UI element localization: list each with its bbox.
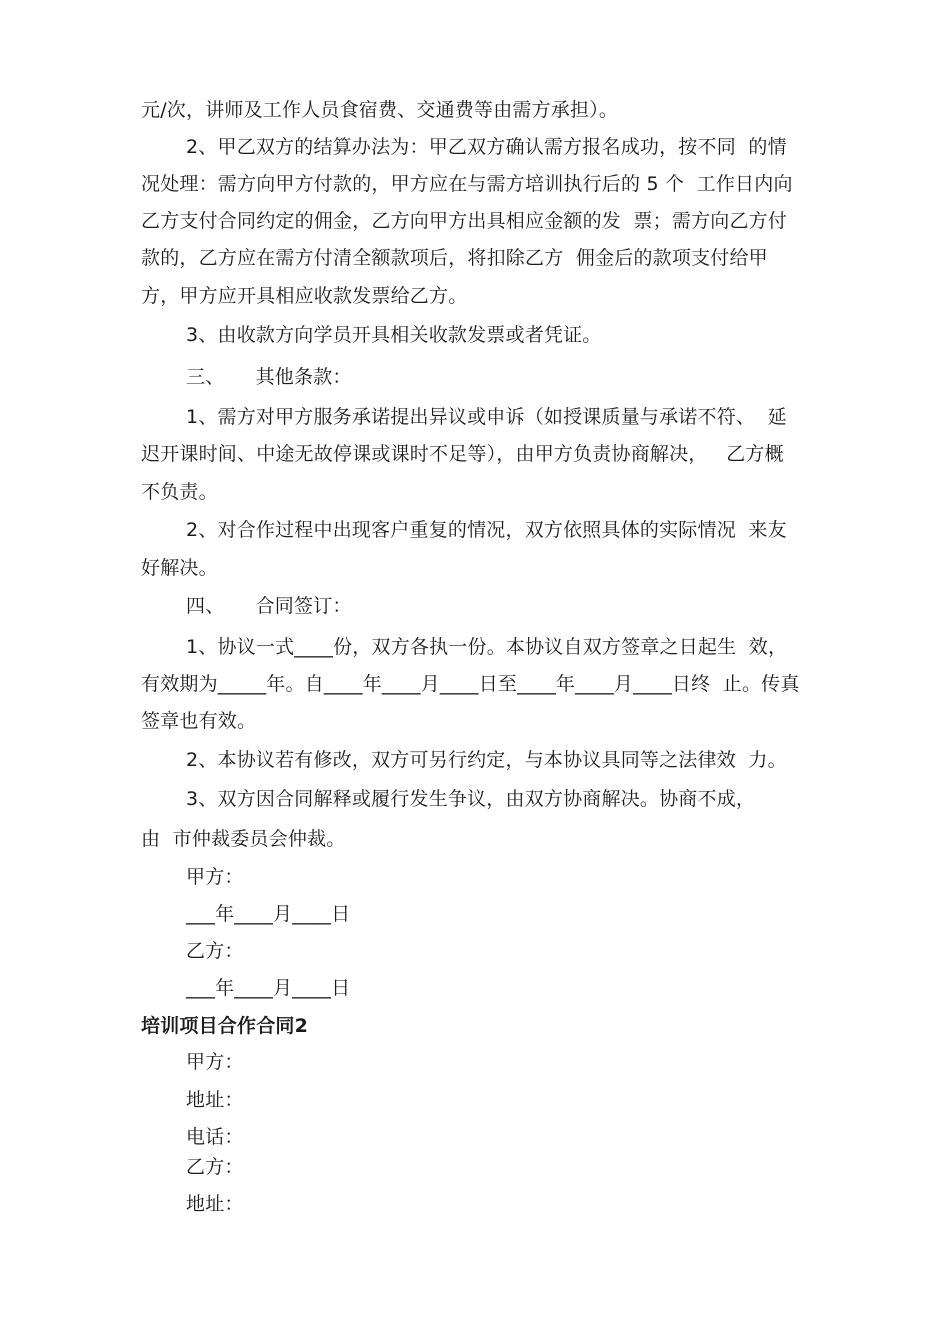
body-line: 由 市仲裁委员会仲裁。 bbox=[141, 828, 346, 850]
body-line: 1、需方对甲方服务承诺提出异议或申诉（如授课质量与承诺不符、 延 bbox=[186, 406, 787, 428]
section-heading: 四、 合同签订： bbox=[186, 595, 352, 617]
section-heading: 三、 其他条款： bbox=[186, 366, 352, 388]
field-party-b: 乙方： bbox=[186, 1156, 244, 1178]
body-line: 方，甲方应开具相应收款发票给乙方。 bbox=[141, 285, 468, 307]
body-line: 2、本协议若有修改，双方可另行约定，与本协议具同等之法律效 力。 bbox=[186, 749, 787, 771]
body-line: 1、协议一式____份，双方各执一份。本协议自双方签章之日起生 效， bbox=[186, 636, 788, 658]
signature-date-b: ___年____月____日 bbox=[186, 977, 351, 999]
body-line: 有效期为_____年。自____年____月____日至____年____月____日终 止。传真 bbox=[141, 673, 800, 695]
body-line: 不负责。 bbox=[141, 481, 218, 503]
body-line: 乙方支付合同约定的佣金，乙方向甲方出具相应金额的发 票；需方向乙方付 bbox=[141, 210, 788, 232]
field-phone-a: 电话： bbox=[186, 1126, 244, 1148]
body-line: 元/次，讲师及工作人员食宿费、交通费等由需方承担）。 bbox=[141, 99, 619, 121]
body-line: 3、由收款方向学员开具相关收款发票或者凭证。 bbox=[186, 324, 602, 346]
body-line: 好解决。 bbox=[141, 557, 218, 579]
field-party-a: 甲方： bbox=[186, 1051, 244, 1073]
field-address-a: 地址： bbox=[186, 1089, 244, 1111]
signature-date-a: ___年____月____日 bbox=[186, 903, 351, 925]
section-title: 培训项目合作合同2 bbox=[141, 1015, 309, 1037]
signature-party-a: 甲方： bbox=[186, 866, 244, 888]
body-line: 2、甲乙双方的结算办法为：甲乙双方确认需方报名成功，按不同 的情 bbox=[186, 136, 787, 158]
body-line: 迟开课时间、中途无故停课或课时不足等），由甲方负责协商解决， 乙方概 bbox=[141, 443, 784, 465]
body-line: 2、对合作过程中出现客户重复的情况，双方依照具体的实际情况 来友 bbox=[186, 519, 787, 541]
body-line: 款的，乙方应在需方付清全额款项后，将扣除乙方 佣金后的款项支付给甲 bbox=[141, 247, 768, 269]
body-line: 况处理：需方向甲方付款的，甲方应在与需方培训执行后的 5 个 工作日内向 bbox=[141, 173, 793, 195]
body-line: 签章也有效。 bbox=[141, 710, 257, 732]
signature-party-b: 乙方： bbox=[186, 940, 244, 962]
field-address-b: 地址： bbox=[186, 1193, 244, 1215]
body-line: 3、双方因合同解释或履行发生争议，由双方协商解决。协商不成， bbox=[186, 788, 756, 810]
